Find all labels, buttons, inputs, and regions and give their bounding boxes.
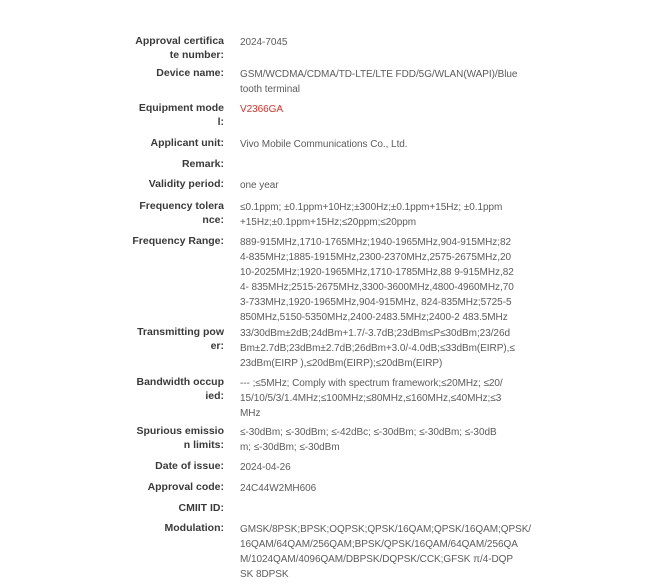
spurious-emission-limits-value: ≤-30dBm; ≤-30dBm; ≤-42dBc; ≤-30dBm; ≤-30dBm; ≤-30dB m; ≤-30dBm; ≤-30dBm — [240, 427, 497, 453]
field-label: Frequency Range: — [132, 235, 224, 247]
field-label: Approval code: — [147, 481, 224, 493]
field-label: Applicant unit: — [150, 137, 224, 149]
field-label: Bandwidth occup ied: — [136, 376, 224, 402]
field-label: Equipment mode l: — [138, 102, 224, 128]
date-of-issue-value: 2024-04-26 — [240, 462, 291, 473]
field-label: CMIIT ID: — [178, 502, 224, 514]
field-label: Validity period: — [148, 178, 224, 190]
device-name-value: GSM/WCDMA/CDMA/TD-LTE/LTE FDD/5G/WLAN(WAPI)/Blue tooth terminal — [240, 69, 518, 95]
field-label: Date of issue: — [155, 460, 224, 472]
field-label: Transmitting pow er: — [137, 326, 224, 352]
modulation-value: GMSK/8PSK;BPSK;OQPSK;QPSK/16QAM;QPSK/16QAM;QPSK/ 16QAM/64QAM/256QAM;BPSK/QPSK/16QAM/64QAM/256QA M/1024QAM/4096QAM/DBPSK/DQPSK/CCK;GFSK π/4-DQP SK 8DPSK — [240, 524, 532, 580]
frequency-tolerance-value: ≤0.1ppm; ±0.1ppm+10Hz;±300Hz;±0.1ppm+15Hz; ±0.1ppm +15Hz;±0.1ppm+15Hz;≤20ppm;≤20ppm — [240, 202, 503, 228]
approval-code-value: 24C44W2MH606 — [240, 483, 317, 494]
equipment-model-value: V2366GA — [240, 104, 284, 115]
validity-period-value: one year — [240, 180, 279, 191]
field-label: Remark: — [181, 158, 224, 170]
approval-certificate-number-value: 2024-7045 — [240, 37, 288, 48]
transmitting-power-value: 33/30dBm±2dB;24dBm+1.7/-3.7dB;23dBm≤P≤30dBm;23/26d Bm±2.7dB;23dBm±2.7dB;26dBm+3.0/-4.0dB;≤33dBm(EIRP),≤ 23dBm(EIRP ),≤20dBm(EIRP);≤20dBm(EIRP) — [240, 328, 515, 369]
frequency-range-value: 889-915MHz,1710-1765MHz;1940-1965MHz,904-915MHz;82 4-835MHz;1885-1915MHz,2300-2370MHz,2575-2675MHz,20 10-2025MHz;1920-1965MHz,1710-1785MHz,88 9-915MHz,82 4- 835MHz;2515-2675MHz,3300-3600MHz,4800-4960MHz,70 3-733MHz,1920-1965MHz,904-915MHz, 824-835MHz;5725-5 850MHz,5150-5350MHz,2400-2483.5MHz;2400-2 483.5MHz — [240, 237, 514, 323]
field-label: Spurious emissio n limits: — [136, 425, 224, 451]
bandwidth-occupied-value: --- ;≤5MHz; Comply with spectrum framework;≤20MHz; ≤20/ 15/10/5/3/1.4MHz;≤100MHz;≤80MHz,≤160MHz,≤40MHz;≤3 MHz — [240, 378, 503, 419]
applicant-unit-value: Vivo Mobile Communications Co., Ltd. — [240, 139, 408, 150]
field-label: Frequency tolera nce: — [139, 200, 224, 226]
field-label: Approval certifica te number: — [135, 35, 224, 61]
field-label: Modulation: — [164, 522, 224, 534]
field-label: Device name: — [156, 67, 224, 79]
